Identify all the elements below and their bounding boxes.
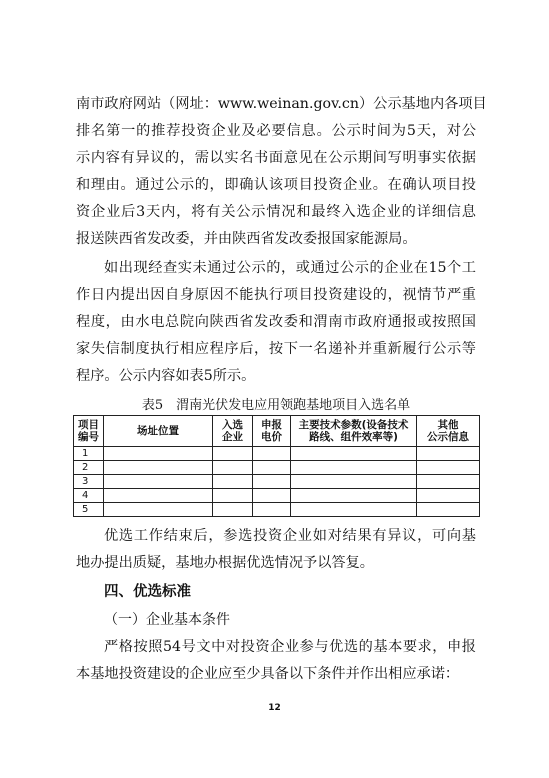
row-number: 4: [74, 489, 104, 503]
subsection-heading: （一）企业基本条件: [104, 612, 230, 628]
header-selected-enterprise: 入选 企业: [213, 416, 253, 447]
text-line: 示内容有异议的，需以实名书面意见在公示期间写明事实依据: [76, 150, 476, 166]
row-number: 5: [74, 503, 104, 517]
row-number: 1: [74, 447, 104, 461]
page-number: 12: [268, 703, 281, 713]
text-line: 家失信制度执行相应程序后，按下一名递补并重新履行公示等: [76, 341, 476, 357]
text-line: 程序。公示内容如表5所示。: [76, 368, 256, 384]
text-line: 资企业后3天内，将有关公示情况和最终入选企业的详细信息: [76, 204, 476, 220]
section-heading: 四、优选标准: [104, 584, 191, 600]
text-line: 严格按照54号文中对投资企业参与优选的基本要求，申报: [104, 639, 476, 655]
table-row: [74, 503, 480, 517]
header-project-number: 项目 编号: [74, 416, 104, 447]
text-line: 报送陕西省发改委，并由陕西省发改委报国家能源局。: [76, 231, 417, 247]
text-line: 地办提出质疑，基地办根据优选情况予以答复。: [76, 555, 374, 571]
table-caption: 表5 渭南光伏发电应用领跑基地项目入选名单: [141, 398, 411, 413]
header-declared-price: 申报 电价: [253, 416, 291, 447]
text-line: 本基地投资建设的企业应至少具备以下条件并作出相应承诺：: [76, 666, 460, 682]
table-header-row: [74, 416, 480, 447]
text-line: 作日内提出因自身原因不能执行项目投资建设的，视情节严重: [76, 287, 476, 303]
row-number: 3: [74, 475, 104, 489]
table-row: [74, 447, 480, 461]
text-line: 和理由。通过公示的，即确认该项目投资企业。在确认项目投: [76, 177, 476, 193]
text-line: 优选工作结束后，参选投资企业如对结果有异议，可向基: [104, 528, 476, 544]
selection-table: [73, 415, 480, 517]
text-line: 如出现经查实未通过公示的，或通过公示的企业在15个工: [104, 260, 476, 276]
table-row: [74, 475, 480, 489]
header-site-location: 场址位置: [104, 416, 213, 447]
row-number: 2: [74, 461, 104, 475]
text-line: 排名第一的推荐投资企业及必要信息。公示时间为5天，对公: [76, 123, 476, 139]
header-other-info: 其他 公示信息: [417, 416, 480, 447]
text-line: 南市政府网站（网址：www.weinan.gov.cn）公示基地内各项目: [76, 96, 487, 112]
text-line: 程度，由水电总院向陕西省发改委和渭南市政府通报或按照国: [76, 314, 476, 330]
header-technical-parameters: 主要技术参数(设备技术 路线、组件效率等): [291, 416, 417, 447]
table-row: [74, 489, 480, 503]
table-row: [74, 461, 480, 475]
